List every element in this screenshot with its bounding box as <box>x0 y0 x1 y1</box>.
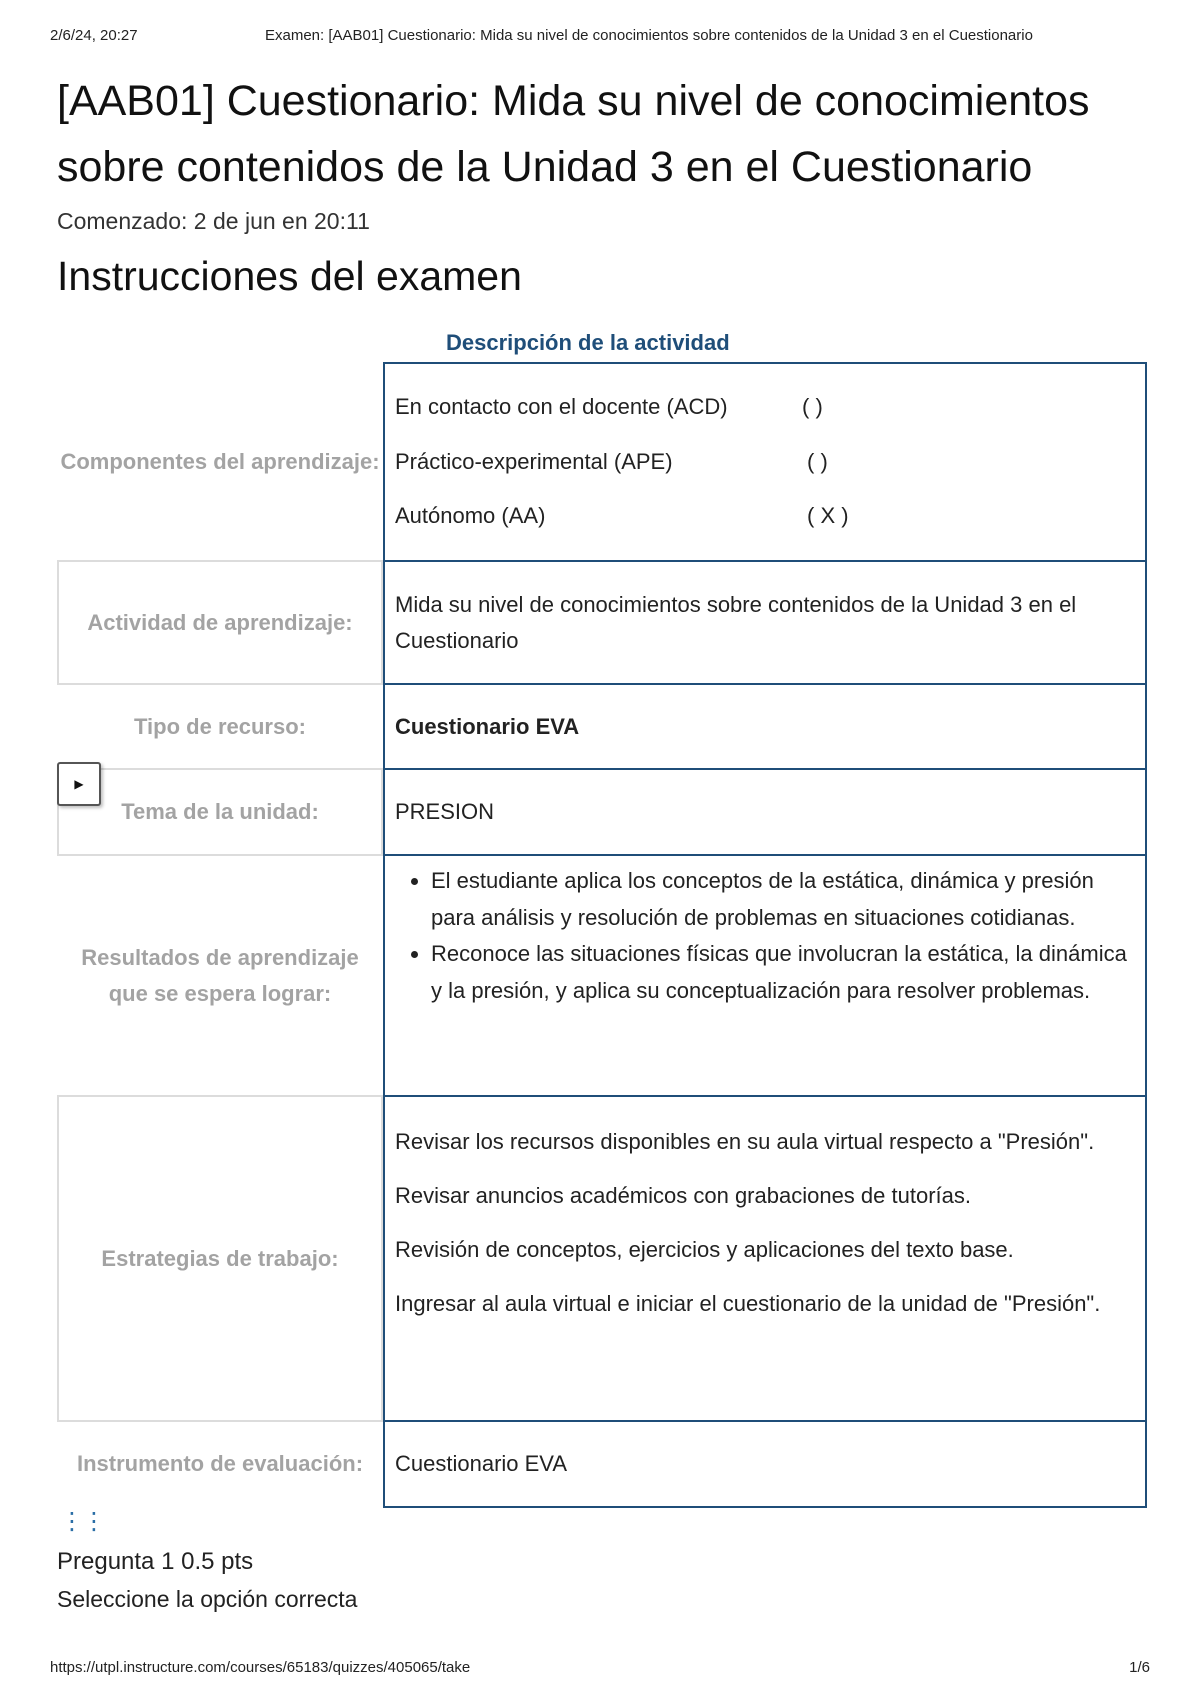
result-item: • El estudiante aplica los conceptos de la estática, dinámica y presión para análisis y resolución de problemas en situaciones cotidianas. <box>431 863 1135 936</box>
results-label: Resultados de aprendizaje que se espera lograr: <box>81 944 359 1006</box>
resource-value <box>383 683 1147 770</box>
activity-row <box>57 560 1147 685</box>
print-page-title: Examen: [AAB01] Cuestionario: Mida su nivel de conocimientos sobre contenidos de la Unidad 3 en el Cuestionario <box>265 27 1033 44</box>
component-ape-mark: ( ) <box>807 449 828 474</box>
topic-value <box>383 768 1147 856</box>
resource-label: Tipo de recurso: <box>134 713 306 739</box>
strategies-label: Estrategias de trabajo: <box>57 1095 383 1422</box>
activity-label: Actividad de aprendizaje: <box>57 560 383 685</box>
component-aa-mark: ( X ) <box>807 503 849 528</box>
question-title: Pregunta 1 0.5 pts <box>57 1548 254 1575</box>
result-item: • Reconoce las situaciones físicas que involucran la estática, la dinámica y la presión, y aplica su conceptualización para resolver problemas. <box>431 936 1135 1009</box>
component-ape: Práctico-experimental (APE) <box>395 449 673 474</box>
instructions-heading: Instrucciones del examen <box>57 253 522 299</box>
print-header <box>50 27 1150 49</box>
table-caption: Descripción de la actividad <box>446 330 730 355</box>
topic-label: Tema de la unidad: <box>57 768 383 856</box>
results-value <box>383 854 1147 1097</box>
drag-handle-icon[interactable]: ⋮⋮ <box>60 1508 104 1535</box>
instrument-value <box>383 1420 1147 1508</box>
print-page-number: 1/6 <box>1129 1659 1150 1676</box>
components-row <box>57 362 1147 562</box>
components-label: Componentes del aprendizaje: <box>60 449 380 474</box>
resource-text: Cuestionario EVA <box>395 713 580 739</box>
component-acd-mark: ( ) <box>802 394 823 419</box>
component-aa: Autónomo (AA) <box>395 503 546 528</box>
strategy-item: Revisar los recursos disponibles en su aula virtual respecto a "Presión". <box>395 1129 1095 1154</box>
topic-text: PRESION <box>395 799 495 824</box>
strategy-item: Ingresar al aula virtual e iniciar el cuestionario de la unidad de "Presión". <box>395 1291 1101 1316</box>
topic-row <box>57 768 1147 856</box>
strategy-item: Revisión de conceptos, ejercicios y aplicaciones del texto base. <box>395 1237 1014 1262</box>
question-text: Seleccione la opción correcta <box>57 1586 358 1612</box>
strategy-item: Revisar anuncios académicos con grabaciones de tutorías. <box>395 1183 971 1208</box>
print-date: 2/6/24, 20:27 <box>50 27 138 44</box>
instrument-row <box>57 1420 1147 1508</box>
results-list <box>395 863 1135 1009</box>
activity-text: Mida su nivel de conocimientos sobre contenidos de la Unidad 3 en el Cuestionario <box>395 591 1077 653</box>
strategies-value <box>383 1095 1147 1422</box>
print-url: https://utpl.instructure.com/courses/65183/quizzes/405065/take <box>50 1659 471 1676</box>
activity-value <box>383 560 1147 685</box>
print-footer <box>50 1659 1150 1681</box>
results-row <box>57 854 1147 1097</box>
started-timestamp: Comenzado: 2 de jun en 20:11 <box>57 208 370 234</box>
strategies-row <box>57 1095 1147 1422</box>
resource-row <box>57 683 1147 770</box>
play-triangle-icon[interactable]: ▶ <box>57 762 101 806</box>
instrument-label: Instrumento de evaluación: <box>76 1451 364 1476</box>
components-value <box>383 362 1147 562</box>
component-acd: En contacto con el docente (ACD) <box>395 394 728 419</box>
instrument-text: Cuestionario EVA <box>395 1451 568 1476</box>
quiz-title: [AAB01] Cuestionario: Mida su nivel de conocimientos sobre contenidos de la Unidad 3 en el Cuestionario <box>57 77 1090 191</box>
